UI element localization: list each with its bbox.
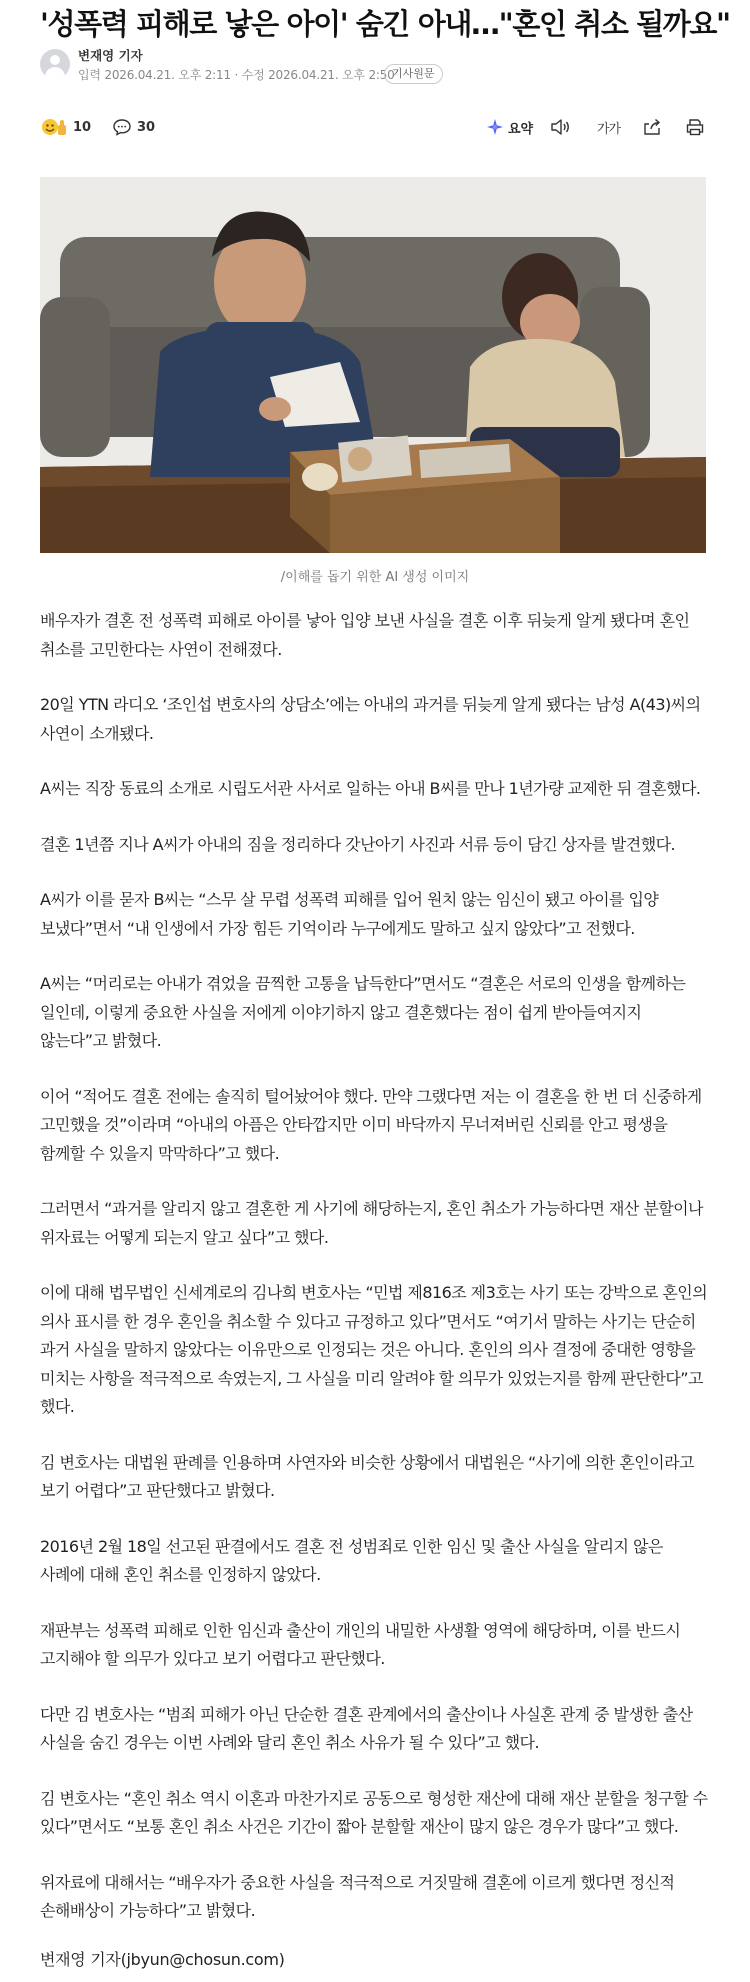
reaction-button[interactable] xyxy=(40,112,91,142)
article-image xyxy=(40,177,706,553)
print-icon xyxy=(685,117,705,137)
font-size-label: 가가 xyxy=(597,121,621,137)
print-button[interactable] xyxy=(685,112,705,142)
article-paragraph: 김 변호사는 “혼인 취소 역시 이혼과 마찬가지로 공동으로 형성한 재산에 대해 재산 분할을 청구할 수 있다”면서도 “보통 혼인 취소 사건은 기간이 짧아 분할할 재산이 많지 않은 경우가 많다”고 했다. xyxy=(40,1788,708,1836)
article-paragraph: 20일 YTN 라디오 ‘조인섭 변호사의 상담소’에는 아내의 과거를 뒤늦게 알게 됐다는 남성 A(43)씨의 사연이 소개됐다. xyxy=(40,695,701,743)
couple-illustration xyxy=(40,177,706,553)
article-paragraph: 그러면서 “과거를 알리지 않고 결혼한 게 사기에 해당하는지, 혼인 취소가 가능하다면 재산 분할이나 위자료는 어떻게 되는지 알고 싶다”고 했다. xyxy=(40,1199,703,1247)
article-paragraph: 배우자가 결혼 전 성폭력 피해로 아이를 낳아 입양 보낸 사실을 결혼 이후 뒤늦게 알게 됐다며 혼인 취소를 고민한다는 사연이 전해졌다. xyxy=(40,611,690,659)
publish-dates: 입력 2026.04.21. 오후 2:11 · 수정 2026.04.21. 오후 2:50 xyxy=(78,68,395,82)
summary-button[interactable] xyxy=(486,112,533,142)
article-paragraph: A씨가 이를 묻자 B씨는 “스무 살 무렵 성폭력 피해를 입어 원치 않는 임신이 됐고 아이를 입양 보냈다”면서 “내 인생에서 가장 힘든 기억이라 누구에게도 말하고 싶지 않았다”고 전했다. xyxy=(40,890,659,938)
listen-button[interactable] xyxy=(550,112,572,142)
article-paragraph: 2016년 2월 18일 선고된 판결에서도 결혼 전 성범죄로 인한 임신 및 출산 사실을 알리지 않은 사례에 대해 혼인 취소를 인정하지 않았다. xyxy=(40,1536,663,1584)
reporter-signature: 변재영 기자(jbyun@chosun.com) xyxy=(40,1950,285,1969)
comment-icon xyxy=(112,117,132,137)
article-paragraph: A씨는 직장 동료의 소개로 시립도서관 사서로 일하는 아내 B씨를 만나 1년가량 교제한 뒤 결혼했다. xyxy=(40,779,701,798)
article-paragraph: 이어 “적어도 결혼 전에는 솔직히 털어놨어야 했다. 만약 그랬다면 저는 이 결혼을 한 번 더 신중하게 고민했을 것”이라며 “아내의 아픔은 안타깝지만 이미 바닥까지 무너져버린 신뢰를 안고 평생을 함께할 수 있을지 막막하다”고 했다. xyxy=(40,1086,702,1163)
article-paragraph: 재판부는 성폭력 피해로 인한 임신과 출산이 개인의 내밀한 사생활 영역에 해당하며, 이를 반드시 고지해야 할 의무가 있다고 보기 어렵다고 판단했다. xyxy=(40,1620,681,1668)
original-article-button[interactable]: 기사원문 xyxy=(384,64,443,84)
byline xyxy=(40,47,720,87)
article-paragraph: A씨는 “머리로는 아내가 겪었을 끔찍한 고통을 납득한다”면서도 “결혼은 서로의 인생을 함께하는 일인데, 이렇게 중요한 사실을 저에게 이야기하지 않고 결혼했다는 점이 쉽게 받아들여지지 않는다”고 밝혔다. xyxy=(40,974,686,1050)
summary-label: 요약 xyxy=(508,121,534,137)
article-paragraph: 이에 대해 법무법인 신세계로의 김나희 변호사는 “민법 제816조 제3호는 사기 또는 강박으로 혼인의 의사 표시를 한 경우 혼인을 취소할 수 있다고 규정하고 있다”면서도 “여기서 말하는 사기는 단순히 과거 사실을 말하지 않았다는 이유만으로 인정되는 것은 아니다. 혼인의 의사 결정에 중대한 영향을 미치는 사항을 적극적으로 속였는지, 그 사실을 미리 알려야 할 의무가 있었는지를 함께 판단한다”고 했다. xyxy=(40,1283,708,1416)
article-paragraph: 다만 김 변호사는 “범죄 피해가 아닌 단순한 결혼 관계에서의 출산이나 사실혼 관계 중 발생한 출산 사실을 숨긴 경우는 이번 사례와 달리 혼인 취소 사유가 될 수 있다”고 했다. xyxy=(40,1704,693,1752)
article-toolbar xyxy=(40,112,710,142)
reporter-avatar-icon[interactable] xyxy=(40,49,70,79)
reporter-name[interactable]: 변재영 기자 xyxy=(78,48,143,63)
speaker-icon xyxy=(550,117,572,137)
article-paragraph: 김 변호사는 대법원 판례를 인용하며 사연자와 비슷한 상황에서 대법원은 “사기에 의한 혼인이라고 보기 어렵다”고 판단했다고 밝혔다. xyxy=(40,1452,694,1500)
reaction-count: 10 xyxy=(73,119,92,135)
share-button[interactable] xyxy=(642,112,662,142)
article-body xyxy=(40,607,712,1953)
image-caption: /이해를 돕기 위한 AI 생성 이미지 xyxy=(280,570,470,585)
comment-count: 30 xyxy=(137,119,156,135)
share-icon xyxy=(642,117,662,137)
article-paragraph: 위자료에 대해서는 “배우자가 중요한 사실을 적극적으로 거짓말해 결혼에 이르게 했다면 정신적 손해배상이 가능하다”고 밝혔다. xyxy=(40,1872,675,1920)
summary-sparkle-icon xyxy=(486,118,504,136)
comment-button[interactable] xyxy=(112,112,155,142)
headline: '성폭력 피해로 낳은 아이' 숨긴 아내…"혼인 취소 될까요" xyxy=(40,7,730,41)
reaction-emoji-icon xyxy=(40,116,70,138)
font-size-button[interactable] xyxy=(597,112,620,142)
article-paragraph: 결혼 1년쯤 지나 A씨가 아내의 짐을 정리하다 갓난아기 사진과 서류 등이 담긴 상자를 발견했다. xyxy=(40,834,676,854)
